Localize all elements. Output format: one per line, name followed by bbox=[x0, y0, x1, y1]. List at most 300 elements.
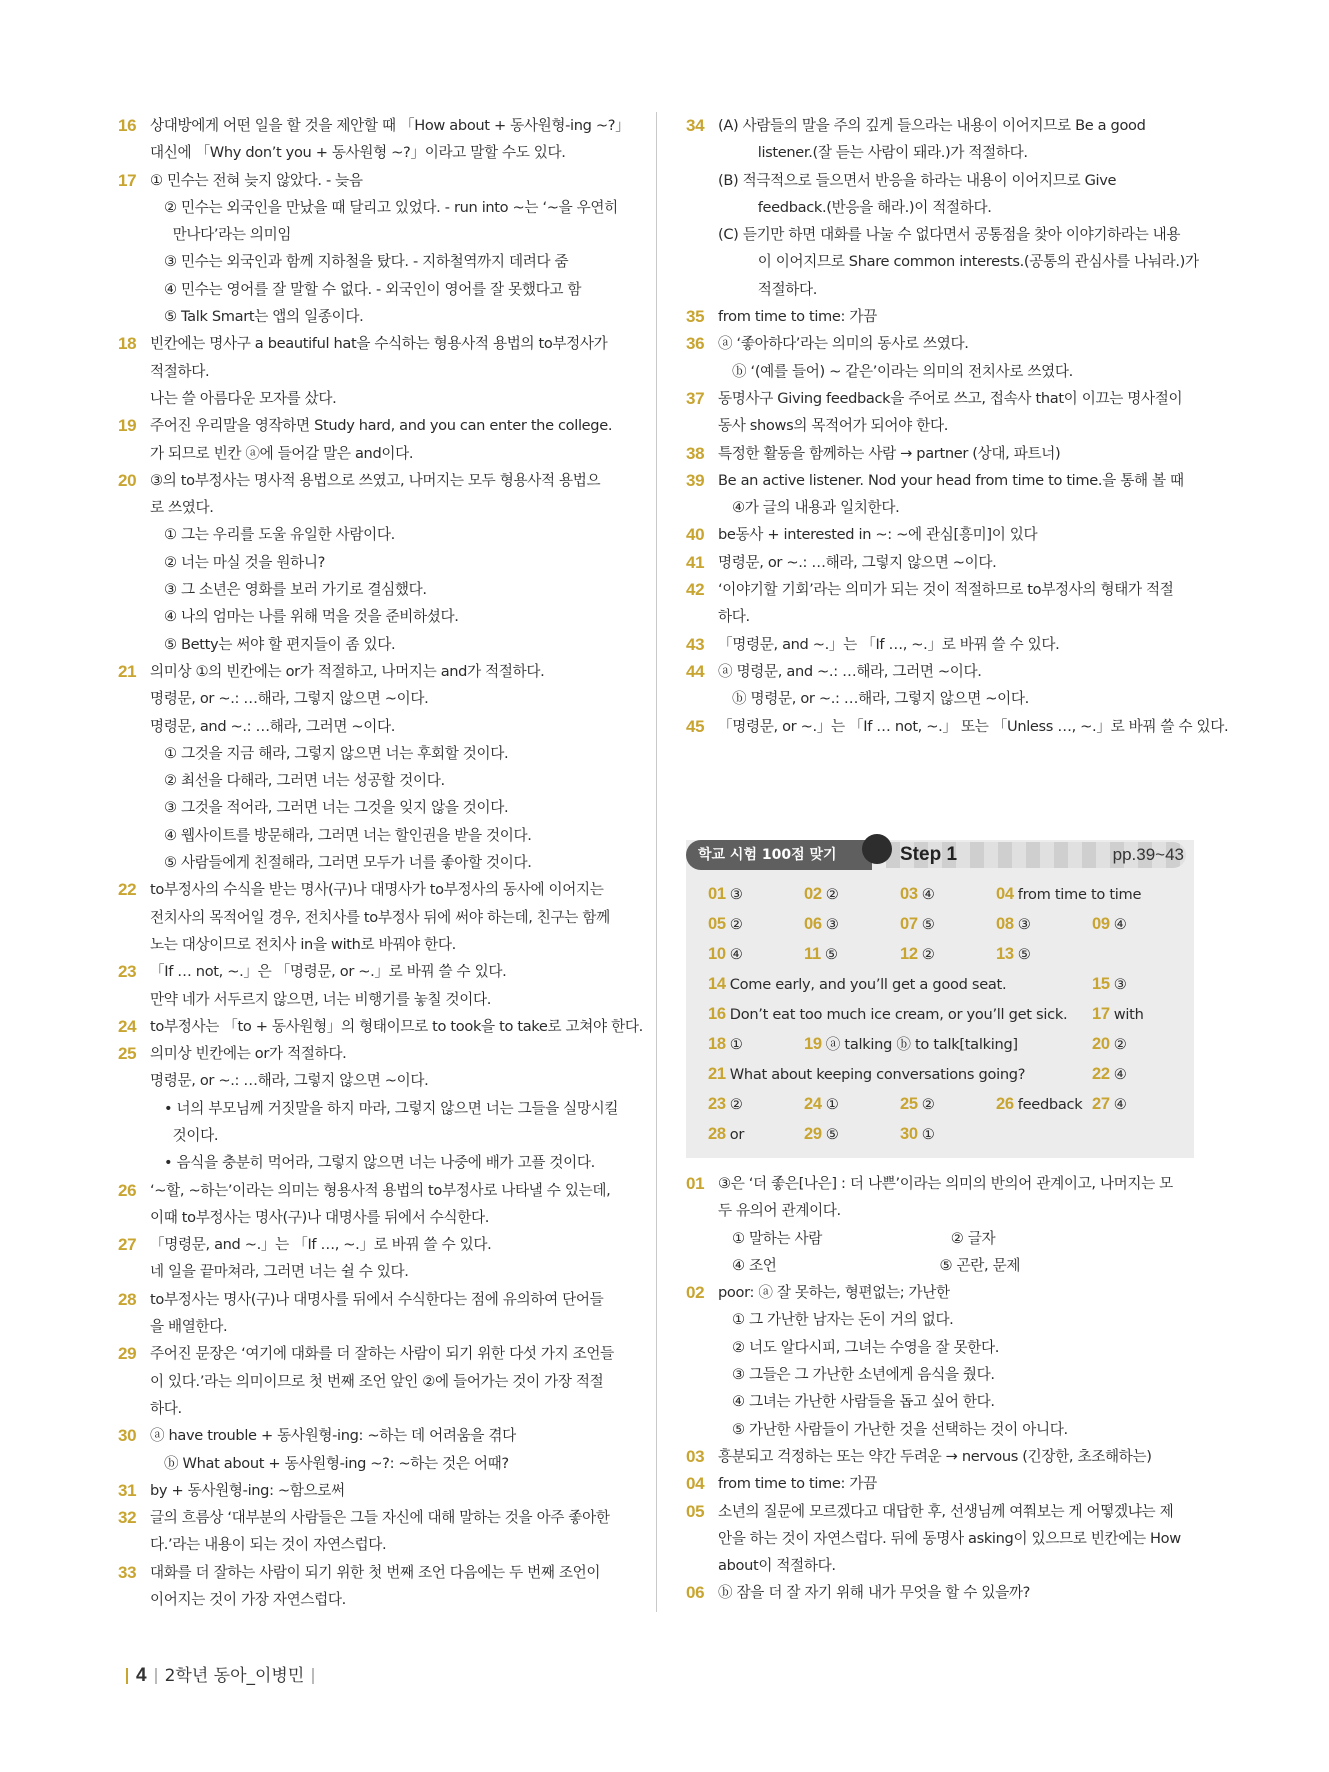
right-column-top bbox=[686, 112, 1229, 740]
item-text: listener.(잘 듣는 사람이 돼라.)가 적절하다. bbox=[732, 144, 1028, 162]
item-text: 「명령문, or ~.」는 「If … not, ~.」 또는 「Unless …, ~.」로 바꿔 쓸 수 있다. bbox=[718, 717, 1229, 735]
item-number: 37 bbox=[686, 388, 705, 408]
text-line bbox=[118, 1504, 628, 1531]
item-text: 네 일을 끝마쳐라, 그러면 너는 쉴 수 있다. bbox=[150, 1263, 409, 1281]
item-number: 42 bbox=[686, 580, 705, 600]
text-line bbox=[686, 1225, 1198, 1252]
text-line bbox=[118, 1286, 628, 1313]
text-line bbox=[118, 1204, 628, 1231]
answer-text: ③ bbox=[825, 916, 839, 933]
text-line bbox=[118, 986, 628, 1013]
answer-number: 18 bbox=[708, 1035, 726, 1053]
step-header bbox=[686, 840, 1194, 870]
item-number: 26 bbox=[118, 1180, 137, 1200]
answer-text: ⑤ bbox=[921, 916, 935, 933]
left-column bbox=[118, 112, 643, 1613]
item-text: 명령문, or ~.: …해라, 그렇지 않으면 ~이다. bbox=[718, 553, 997, 571]
item-text: be동사 + interested in ~: ~에 관심[흥미]이 있다 bbox=[718, 526, 1038, 544]
footer-bar bbox=[126, 1668, 128, 1684]
answer-item bbox=[804, 1123, 839, 1146]
text-line bbox=[118, 1122, 628, 1149]
text-line bbox=[118, 385, 628, 412]
text-line bbox=[686, 603, 1198, 630]
item-text: 「If … not, ~.」은 「명령문, or ~.」로 바꿔 쓸 수 있다. bbox=[150, 963, 507, 981]
item-text: ① 민수는 전혀 늦지 않았다. - 늦음 bbox=[150, 171, 363, 189]
text-line bbox=[118, 631, 628, 658]
text-line bbox=[686, 112, 1198, 139]
text-line bbox=[118, 685, 628, 712]
item-text: ④가 글의 내용과 일치한다. bbox=[732, 499, 900, 517]
text-line bbox=[686, 549, 1198, 576]
answer-item bbox=[900, 883, 935, 906]
text-line bbox=[118, 276, 628, 303]
item-number: 01 bbox=[686, 1174, 705, 1193]
item-number: 38 bbox=[686, 443, 705, 463]
item-text: 노는 대상이므로 전치사 in을 with로 바꿔야 한다. bbox=[150, 935, 456, 953]
item-text: ⑤ Talk Smart는 앱의 일종이다. bbox=[164, 308, 364, 326]
text-line bbox=[118, 904, 628, 931]
text-line bbox=[118, 1177, 628, 1204]
answer-number: 24 bbox=[804, 1095, 822, 1113]
item-number: 16 bbox=[118, 116, 137, 135]
answer-number: 28 bbox=[708, 1125, 726, 1143]
item-text: 다.’라는 내용이 되는 것이 자연스럽다. bbox=[150, 1536, 387, 1554]
item-text: ⓐ have trouble + 동사원형-ing: ~하는 데 어려움을 겪다 bbox=[150, 1427, 516, 1445]
item-text: ② 최선을 다해라, 그러면 너는 성공할 것이다. bbox=[164, 772, 445, 790]
text-line bbox=[118, 713, 628, 740]
answer-number: 20 bbox=[1092, 1035, 1110, 1053]
text-line bbox=[118, 1586, 628, 1613]
text-line bbox=[686, 1306, 1198, 1333]
text-line bbox=[118, 139, 628, 166]
item-text: 명령문, or ~.: …해라, 그렇지 않으면 ~이다. bbox=[150, 690, 429, 708]
item-number: 22 bbox=[118, 880, 137, 900]
text-line bbox=[686, 1470, 1198, 1497]
item-number: 02 bbox=[686, 1283, 705, 1303]
answer-text: ④ bbox=[1113, 916, 1127, 933]
item-text: 것이다. bbox=[164, 1126, 219, 1144]
answer-text: Don’t eat too much ice cream, or you’ll get sick. bbox=[729, 1006, 1068, 1023]
answer-number: 08 bbox=[996, 915, 1014, 933]
answer-number: 10 bbox=[708, 945, 726, 963]
answer-item bbox=[1092, 913, 1127, 936]
item-text: ‘~할, ~하는’이라는 의미는 형용사적 용법의 to부정사로 나타낼 수 있는데, bbox=[150, 1181, 611, 1199]
item-text: 이 있다.’라는 의미이므로 첫 번째 조언 앞인 ②에 들어가는 것이 가장 적절 bbox=[150, 1372, 604, 1390]
answer-text: Come early, and you’ll get a good seat. bbox=[729, 976, 1007, 993]
page-number: 4 bbox=[136, 1665, 147, 1686]
item-number: 30 bbox=[118, 1426, 137, 1446]
text-line bbox=[118, 740, 628, 767]
answer-text: ② bbox=[729, 916, 743, 933]
item-text: 의미상 ①의 빈칸에는 or가 적절하고, 나머지는 and가 적절하다. bbox=[150, 662, 545, 680]
item-text: 「명령문, and ~.」는 「If …, ~.」로 바꿔 쓸 수 있다. bbox=[718, 635, 1060, 653]
item-text: ④ 그녀는 가난한 사람들을 돕고 싶어 한다. bbox=[732, 1393, 995, 1411]
text-line bbox=[686, 412, 1198, 439]
item-text: ⓐ 명령문, and ~.: …해라, 그러면 ~이다. bbox=[718, 662, 982, 680]
item-number: 39 bbox=[686, 470, 705, 490]
answer-number: 13 bbox=[996, 945, 1014, 963]
text-line bbox=[686, 521, 1198, 548]
step-pages: pp.39~43 bbox=[1112, 845, 1184, 864]
answer-item bbox=[804, 913, 839, 936]
item-text: 을 배열한다. bbox=[150, 1318, 228, 1336]
text-line bbox=[118, 1231, 628, 1258]
text-line bbox=[686, 494, 1198, 521]
text-line bbox=[686, 221, 1198, 248]
item-text: (C) 듣기만 하면 대화를 나눌 수 없다면서 공통점을 찾아 이야기하라는 내용 bbox=[718, 226, 1181, 244]
answer-number: 14 bbox=[708, 975, 726, 993]
item-text: 두 유의어 관계이다. bbox=[718, 1202, 841, 1220]
item-number: 41 bbox=[686, 552, 705, 572]
item-text: 특정한 활동을 함께하는 사람 → partner (상대, 파트너) bbox=[718, 444, 1061, 462]
item-text: 주어진 문장은 ‘여기에 대화를 더 잘하는 사람이 되기 위한 다섯 가지 조언들 bbox=[150, 1345, 614, 1363]
text-line bbox=[118, 1040, 628, 1067]
item-number: 34 bbox=[686, 116, 705, 135]
answer-item bbox=[804, 883, 839, 906]
answer-item bbox=[708, 1123, 744, 1146]
item-text: 하다. bbox=[150, 1399, 182, 1417]
item-text: 안을 하는 것이 자연스럽다. 뒤에 동명사 asking이 있으므로 빈칸에는 How bbox=[718, 1529, 1181, 1547]
item-text: ② 너는 마실 것을 원하니? bbox=[164, 553, 326, 571]
text-line bbox=[686, 1279, 1198, 1306]
item-text: 명령문, and ~.: …해라, 그러면 ~이다. bbox=[150, 717, 396, 735]
text-line bbox=[686, 1252, 1198, 1279]
item-text: 하다. bbox=[718, 608, 750, 626]
text-line bbox=[118, 1395, 628, 1422]
item-text: about이 적절하다. bbox=[718, 1557, 836, 1575]
answer-number: 21 bbox=[708, 1065, 726, 1083]
answer-number: 09 bbox=[1092, 915, 1110, 933]
text-line bbox=[118, 494, 628, 521]
answer-item bbox=[708, 1063, 1025, 1086]
text-line bbox=[686, 467, 1198, 494]
item-text: feedback.(반응을 해라.)이 적절하다. bbox=[732, 198, 992, 216]
item-text: 소년의 질문에 모르겠다고 대답한 후, 선생님께 여쭤보는 게 어떻겠냐는 제 bbox=[718, 1502, 1174, 1520]
answer-item bbox=[996, 883, 1141, 906]
item-number: 36 bbox=[686, 334, 705, 354]
answer-item bbox=[708, 1003, 1067, 1026]
text-line bbox=[118, 576, 628, 603]
item-number: 31 bbox=[118, 1480, 137, 1500]
answer-text: What about keeping conversations going? bbox=[729, 1066, 1026, 1083]
text-line bbox=[118, 1368, 628, 1395]
exam-tag: 학교 시험 100점 맞기 bbox=[686, 840, 872, 870]
text-line bbox=[118, 412, 628, 439]
item-number: 24 bbox=[118, 1016, 137, 1036]
answer-text: ② bbox=[825, 886, 839, 903]
item-number: 45 bbox=[686, 716, 705, 736]
text-line bbox=[118, 1340, 628, 1367]
answer-item bbox=[1092, 1093, 1127, 1116]
text-line bbox=[686, 1579, 1198, 1606]
answer-item bbox=[1092, 1003, 1144, 1026]
item-text: ③ 그 소년은 영화를 보러 가기로 결심했다. bbox=[164, 581, 427, 599]
answer-number: 01 bbox=[708, 885, 726, 903]
item-text: 의미상 빈칸에는 or가 적절하다. bbox=[150, 1045, 347, 1063]
item-number: 29 bbox=[118, 1344, 137, 1364]
item-text: from time to time: 가끔 bbox=[718, 308, 877, 326]
item-text: ② 민수는 외국인을 만났을 때 달리고 있었다. - run into ~는 ‘~을 우연히 bbox=[164, 198, 618, 216]
text-line bbox=[686, 1498, 1198, 1525]
item-text: to부정사의 수식을 받는 명사(구)나 대명사가 to부정사의 동사에 이어지는 bbox=[150, 881, 604, 899]
item-text: ⓑ ‘(예를 들어) ~ 같은’이라는 의미의 전치사로 쓰였다. bbox=[732, 362, 1073, 380]
item-text: • 음식을 충분히 먹어라, 그렇지 않으면 너는 나중에 배가 고플 것이다. bbox=[164, 1154, 595, 1172]
answer-text: ① bbox=[729, 1036, 743, 1053]
item-number: 18 bbox=[118, 334, 137, 354]
text-line bbox=[118, 549, 628, 576]
item-text: from time to time: 가끔 bbox=[718, 1475, 877, 1493]
answer-number: 03 bbox=[900, 885, 918, 903]
text-line bbox=[686, 713, 1229, 740]
item-number: 21 bbox=[118, 661, 137, 681]
answer-item bbox=[1092, 973, 1127, 996]
item-text: 글의 흐름상 ‘대부분의 사람들은 그들 자신에 대해 말하는 것을 아주 좋아한 bbox=[150, 1509, 610, 1527]
text-line bbox=[686, 1525, 1198, 1552]
item-text: 전치사의 목적어일 경우, 전치사를 to부정사 뒤에 써야 하는데, 친구는 함께 bbox=[150, 908, 610, 926]
item-text: 동사 shows의 목적어가 되어야 한다. bbox=[718, 417, 948, 435]
answer-number: 06 bbox=[804, 915, 822, 933]
answer-item bbox=[708, 913, 743, 936]
item-text: ⓑ 잠을 더 잘 자기 위해 내가 무엇을 할 수 있을까? bbox=[718, 1584, 1030, 1602]
answer-text: from time to time bbox=[1017, 886, 1142, 903]
item-number: 04 bbox=[686, 1474, 705, 1494]
item-number: 20 bbox=[118, 470, 137, 490]
answer-text: ② bbox=[1113, 1036, 1127, 1053]
item-number: 33 bbox=[118, 1562, 137, 1582]
answer-text: ④ bbox=[921, 886, 935, 903]
answer-item bbox=[804, 1093, 839, 1116]
text-line bbox=[686, 1416, 1198, 1443]
answer-number: 04 bbox=[996, 885, 1014, 903]
item-text: ① 그는 우리를 도울 유일한 사람이다. bbox=[164, 526, 395, 544]
item-text: ⓑ What about + 동사원형-ing ~?: ~하는 것은 어때? bbox=[164, 1454, 509, 1472]
answer-item bbox=[708, 1033, 743, 1056]
answer-text: with bbox=[1113, 1006, 1144, 1023]
answer-item bbox=[996, 913, 1031, 936]
item-text: ⓑ 명령문, or ~.: …해라, 그렇지 않으면 ~이다. bbox=[732, 690, 1029, 708]
text-line bbox=[686, 248, 1198, 275]
text-line bbox=[118, 303, 628, 330]
item-text: (A) 사람들의 말을 주의 깊게 들으라는 내용이 이어지므로 Be a good bbox=[718, 117, 1146, 134]
text-line bbox=[686, 658, 1198, 685]
text-line bbox=[118, 112, 628, 139]
answer-item bbox=[708, 973, 1006, 996]
answer-number: 23 bbox=[708, 1095, 726, 1113]
item-text: 가 되므로 빈칸 ⓐ에 들어갈 말은 and이다. bbox=[150, 444, 414, 462]
text-line bbox=[686, 1388, 1198, 1415]
answer-item bbox=[900, 913, 935, 936]
right-column-bottom bbox=[686, 1170, 1198, 1607]
answer-number: 07 bbox=[900, 915, 918, 933]
book-title: 2학년 동아_이병민 bbox=[164, 1666, 305, 1686]
text-line bbox=[118, 521, 628, 548]
item-text: 이 이어지므로 Share common interests.(공통의 관심사를 나눠라.)가 bbox=[732, 253, 1199, 271]
text-line bbox=[118, 1258, 628, 1285]
answer-item bbox=[708, 1093, 743, 1116]
item-text: ④ 나의 엄마는 나를 위해 먹을 것을 준비하셨다. bbox=[164, 608, 459, 626]
text-line bbox=[118, 167, 628, 194]
item-number: 19 bbox=[118, 416, 137, 436]
text-line bbox=[118, 221, 628, 248]
text-line bbox=[686, 194, 1198, 221]
text-line bbox=[686, 1197, 1198, 1224]
answer-number: 19 bbox=[804, 1035, 822, 1053]
page-footer bbox=[118, 1662, 322, 1690]
text-line bbox=[118, 248, 628, 275]
item-text: 동명사구 Giving feedback을 주어로 쓰고, 접속사 that이 이끄는 명사절이 bbox=[718, 389, 1183, 407]
answer-text: ③ bbox=[729, 886, 743, 903]
item-text: Be an active listener. Nod your head from time to time.을 통해 볼 때 bbox=[718, 471, 1184, 489]
answer-text: ④ bbox=[1113, 1096, 1127, 1113]
item-text: 이어지는 것이 가장 자연스럽다. bbox=[150, 1591, 346, 1609]
item-text: ③ 그것을 적어라, 그러면 너는 그것을 잊지 않을 것이다. bbox=[164, 799, 509, 817]
text-line bbox=[686, 303, 1198, 330]
text-line bbox=[686, 440, 1198, 467]
item-text: 적절하다. bbox=[150, 362, 210, 380]
item-number: 06 bbox=[686, 1583, 705, 1603]
item-number: 32 bbox=[118, 1508, 137, 1528]
item-number: 25 bbox=[118, 1044, 137, 1064]
text-line bbox=[118, 603, 628, 630]
item-number: 27 bbox=[118, 1235, 137, 1255]
item-text: 적절하다. bbox=[732, 280, 818, 298]
item-text: 빈칸에는 명사구 a beautiful hat을 수식하는 형용사적 용법의 to부정사가 bbox=[150, 335, 608, 353]
item-text: 명령문, or ~.: …해라, 그렇지 않으면 ~이다. bbox=[150, 1072, 429, 1090]
item-number: 28 bbox=[118, 1289, 137, 1309]
answer-item bbox=[804, 1033, 1018, 1056]
text-line bbox=[118, 822, 628, 849]
text-line bbox=[118, 1013, 643, 1040]
text-line bbox=[118, 1559, 628, 1586]
text-line bbox=[686, 576, 1198, 603]
text-line bbox=[118, 467, 628, 494]
answer-item bbox=[900, 943, 935, 966]
item-text: (B) 적극적으로 들으면서 반응을 하라는 내용이 이어지므로 Give bbox=[718, 171, 1117, 189]
answer-item bbox=[804, 943, 838, 966]
item-text: • 너의 부모님께 거짓말을 하지 마라, 그렇지 않으면 너는 그들을 실망시킬 bbox=[164, 1099, 619, 1117]
text-line bbox=[118, 1531, 628, 1558]
answer-item bbox=[708, 883, 743, 906]
answer-number: 11 bbox=[804, 945, 821, 963]
item-text: ⑤ Betty는 써야 할 편지들이 좀 있다. bbox=[164, 635, 396, 653]
step-answer-box bbox=[686, 840, 1194, 1158]
answer-item bbox=[996, 1093, 1082, 1116]
answer-number: 27 bbox=[1092, 1095, 1110, 1113]
answer-text: ⓐ talking ⓑ to talk[talking] bbox=[825, 1036, 1018, 1053]
answer-text: ⑤ bbox=[1017, 946, 1031, 963]
answer-item bbox=[708, 943, 743, 966]
answer-item bbox=[900, 1123, 935, 1146]
answer-text: ④ bbox=[1113, 1066, 1127, 1083]
item-text: ⑤ 사람들에게 친절해라, 그러면 모두가 너를 좋아할 것이다. bbox=[164, 854, 532, 872]
answer-text: ① bbox=[825, 1096, 839, 1113]
item-text: ③은 ‘더 좋은[나은] : 더 나쁜’이라는 의미의 반의어 관계이고, 나머지는 모 bbox=[718, 1175, 1173, 1192]
answer-item bbox=[996, 943, 1031, 966]
text-line bbox=[686, 1443, 1198, 1470]
item-number: 05 bbox=[686, 1501, 705, 1521]
answer-number: 26 bbox=[996, 1095, 1014, 1113]
text-line bbox=[118, 1149, 628, 1176]
text-line bbox=[118, 931, 628, 958]
answer-text: ① bbox=[921, 1126, 935, 1143]
item-text: 로 쓰였다. bbox=[150, 499, 214, 517]
item-number: 44 bbox=[686, 661, 705, 681]
text-line bbox=[118, 1067, 628, 1094]
text-line bbox=[118, 876, 628, 903]
text-line bbox=[118, 440, 628, 467]
text-line bbox=[118, 194, 628, 221]
text-line bbox=[118, 849, 628, 876]
text-line bbox=[118, 1095, 628, 1122]
answer-item bbox=[1092, 1063, 1127, 1086]
answer-text: ③ bbox=[1113, 976, 1127, 993]
item-text: to부정사는 명사(구)나 대명사를 뒤에서 수식한다는 점에 유의하여 단어들 bbox=[150, 1290, 604, 1308]
answer-number: 16 bbox=[708, 1005, 726, 1023]
item-text: 나는 쓸 아름다운 모자를 샀다. bbox=[150, 389, 337, 407]
answer-text: feedback bbox=[1017, 1096, 1083, 1113]
text-line bbox=[686, 631, 1198, 658]
answer-number: 30 bbox=[900, 1125, 918, 1143]
text-line bbox=[686, 1334, 1198, 1361]
text-line bbox=[686, 1361, 1198, 1388]
item-number: 23 bbox=[118, 962, 137, 982]
item-text: ‘이야기할 기회’라는 의미가 되는 것이 적절하므로 to부정사의 형태가 적절 bbox=[718, 581, 1174, 599]
item-text: ① 그 가난한 남자는 돈이 거의 없다. bbox=[732, 1311, 954, 1329]
text-line bbox=[118, 794, 628, 821]
text-line bbox=[118, 767, 628, 794]
text-line bbox=[686, 330, 1198, 357]
item-text: ④ 웹사이트를 방문해라, 그러면 너는 할인권을 받을 것이다. bbox=[164, 826, 532, 844]
answer-text: ④ bbox=[729, 946, 743, 963]
item-text: 만나다’라는 의미임 bbox=[164, 226, 292, 244]
text-line bbox=[686, 1552, 1198, 1579]
answer-number: 05 bbox=[708, 915, 726, 933]
item-number: 17 bbox=[118, 170, 137, 190]
footer-bar bbox=[312, 1668, 314, 1684]
text-line bbox=[686, 276, 1198, 303]
item-text: 대화를 더 잘하는 사람이 되기 위한 첫 번째 조언 다음에는 두 번째 조언이 bbox=[150, 1563, 601, 1581]
item-number: 40 bbox=[686, 525, 705, 545]
item-text: 이때 to부정사는 명사(구)나 대명사를 뒤에서 수식한다. bbox=[150, 1208, 490, 1226]
answer-text: ② bbox=[921, 946, 935, 963]
item-text: ③의 to부정사는 명사적 용법으로 쓰였고, 나머지는 모두 형용사적 용법으 bbox=[150, 471, 601, 489]
item-text: 상대방에게 어떤 일을 할 것을 제안할 때 「How about + 동사원형-ing ~?」 bbox=[150, 117, 630, 134]
answer-text: ③ bbox=[1017, 916, 1031, 933]
text-line bbox=[118, 1477, 628, 1504]
item-text: ② 너도 알다시피, 그녀는 수영을 잘 못한다. bbox=[732, 1338, 1000, 1356]
text-line bbox=[686, 685, 1198, 712]
item-number: 35 bbox=[686, 307, 705, 327]
item-text: by + 동사원형-ing: ~함으로써 bbox=[150, 1481, 345, 1499]
answer-item bbox=[900, 1093, 935, 1116]
item-number: 03 bbox=[686, 1446, 705, 1466]
text-line bbox=[118, 1313, 628, 1340]
text-line bbox=[686, 358, 1198, 385]
item-text: ④ 조언 ⑤ 곤란, 문제 bbox=[732, 1256, 1021, 1274]
item-text: 만약 네가 서두르지 않으면, 너는 비행기를 놓칠 것이다. bbox=[150, 990, 492, 1008]
answer-number: 02 bbox=[804, 885, 822, 903]
text-line bbox=[686, 167, 1198, 194]
item-text: ⓐ ‘좋아하다’라는 의미의 동사로 쓰였다. bbox=[718, 335, 969, 353]
text-line bbox=[118, 1450, 628, 1477]
item-number: 43 bbox=[686, 634, 705, 654]
answer-number: 25 bbox=[900, 1095, 918, 1113]
item-text: to부정사는 「to + 동사원형」의 형태이므로 to took을 to take로 고쳐야 한다. bbox=[150, 1017, 643, 1035]
footer-bar bbox=[155, 1668, 157, 1684]
text-line bbox=[686, 139, 1198, 166]
answer-item bbox=[1092, 1033, 1127, 1056]
answer-number: 15 bbox=[1092, 975, 1110, 993]
